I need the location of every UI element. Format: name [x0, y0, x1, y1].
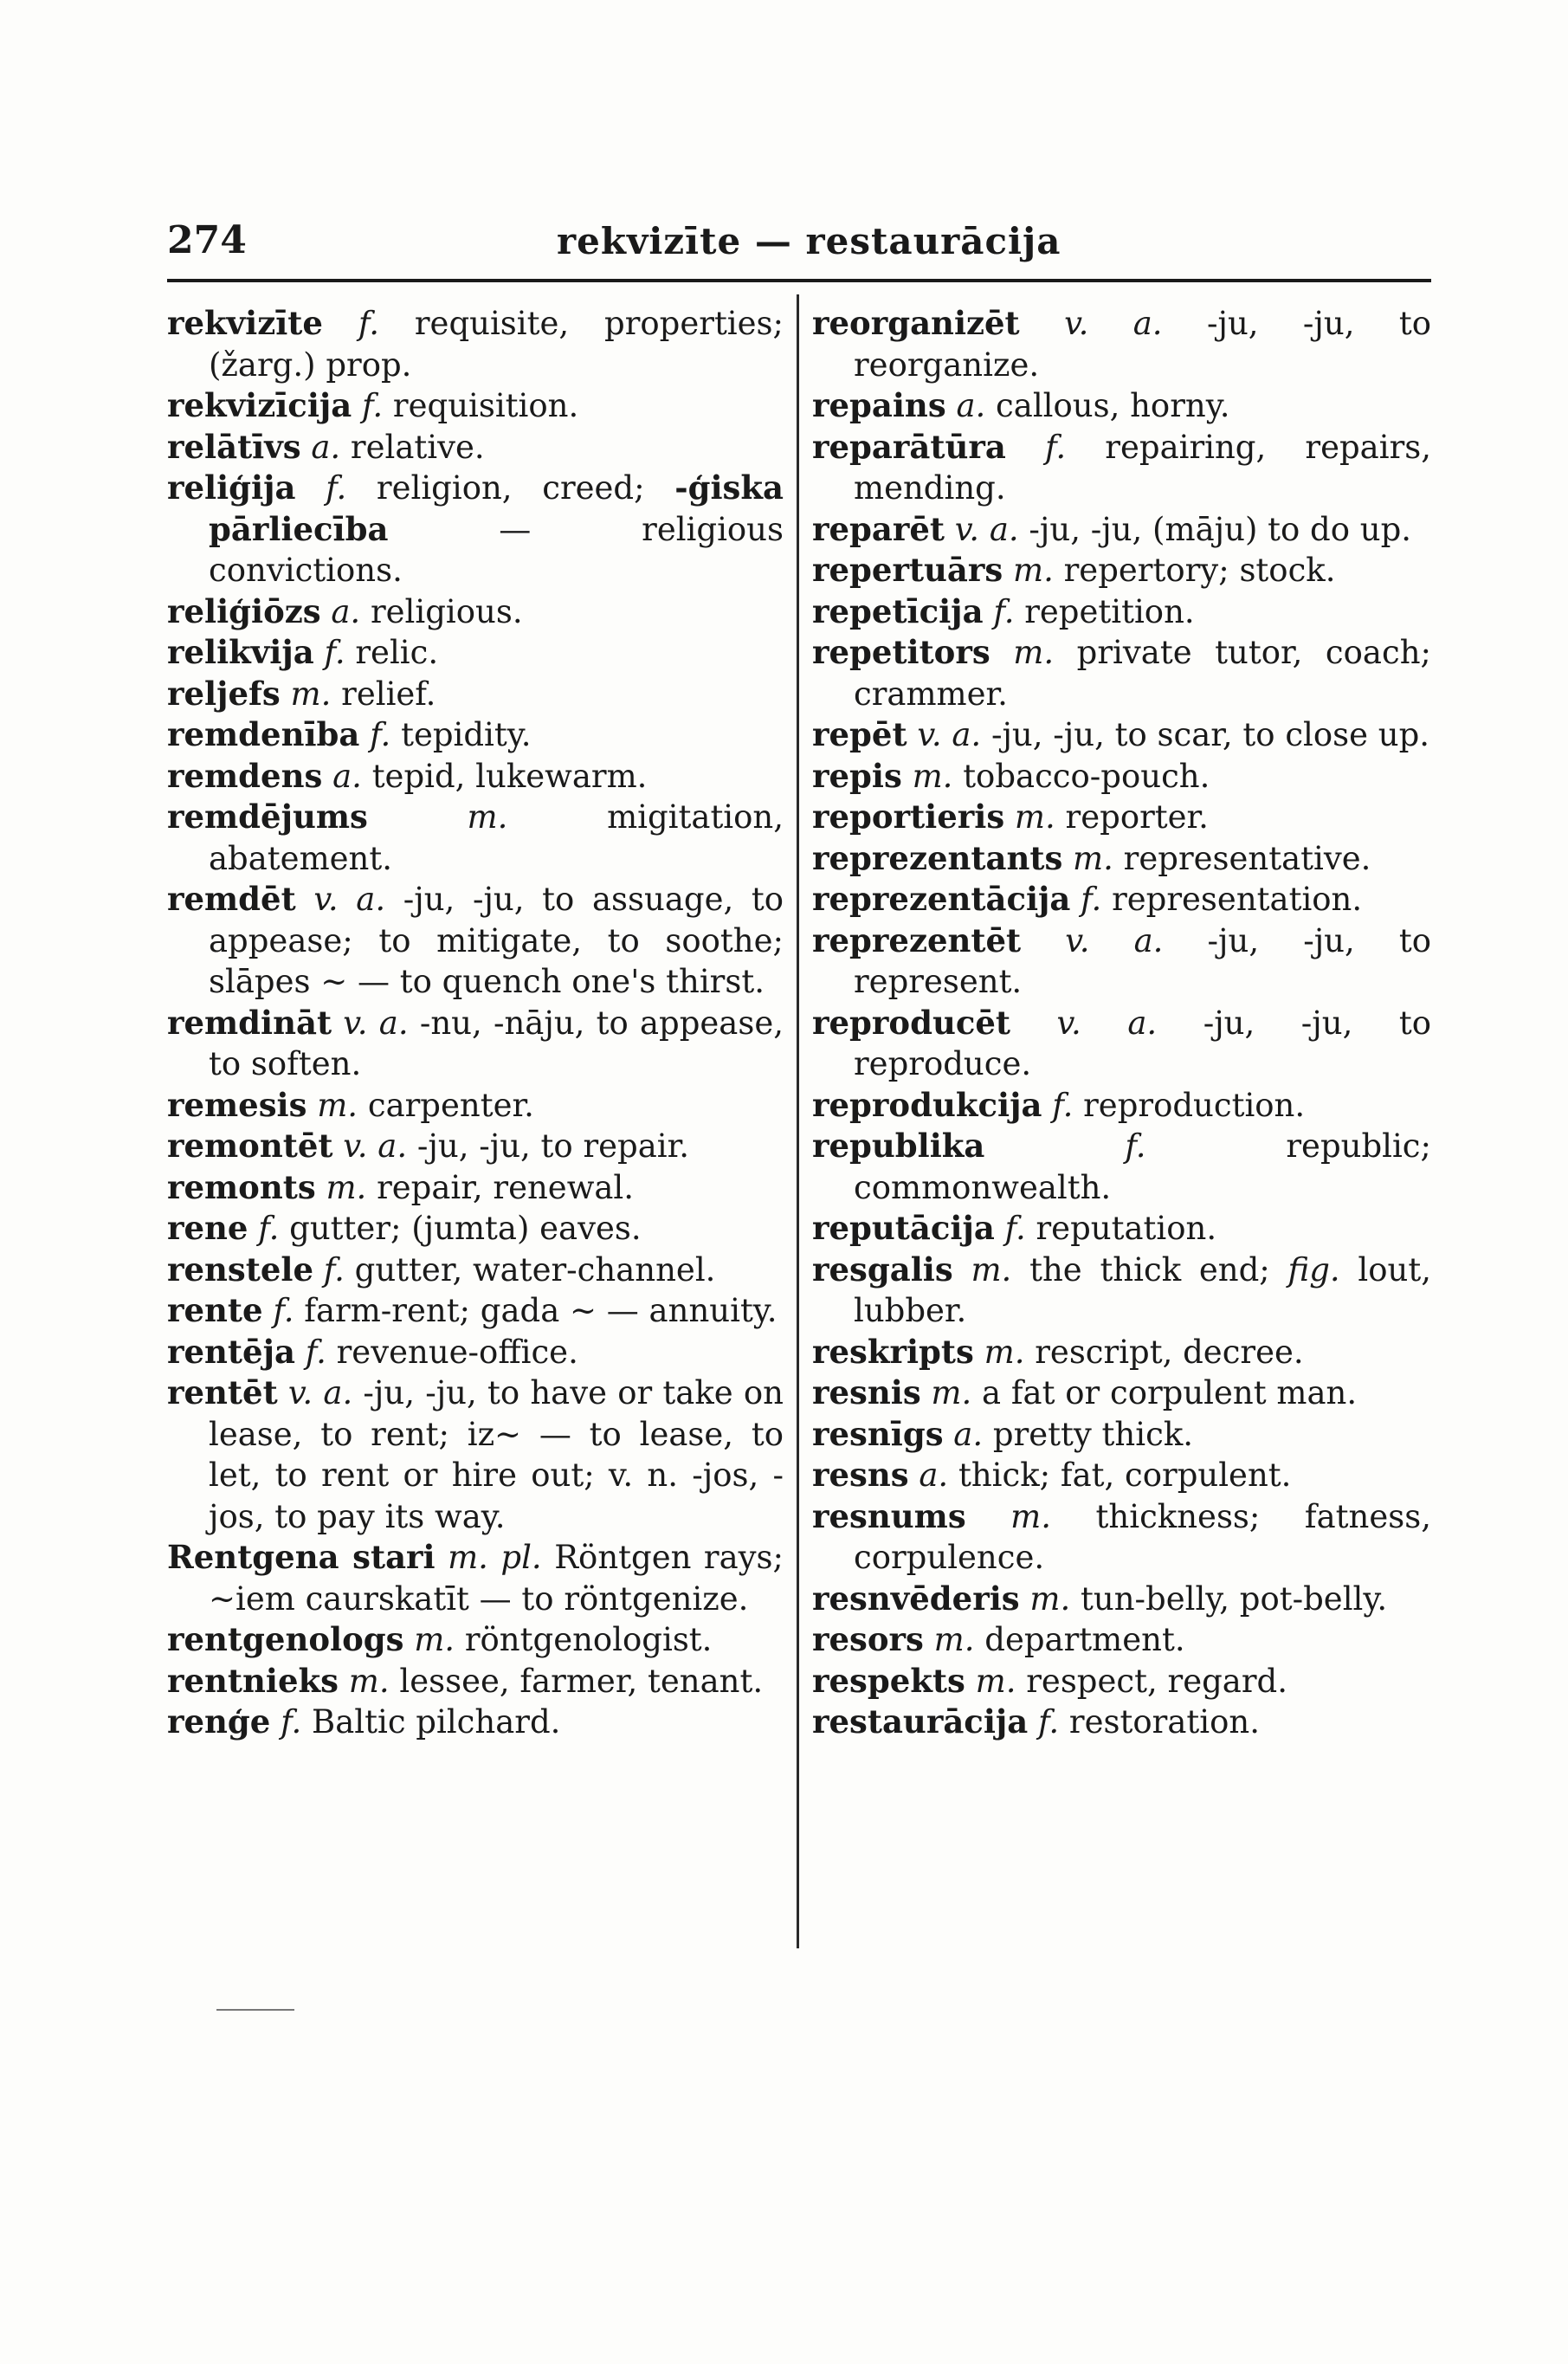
grammar-label: m. — [933, 1621, 975, 1658]
definition: tobacco-pouch. — [963, 757, 1210, 795]
subheadword: -ģiska pārliecība — [209, 468, 784, 548]
headword: reputācija — [812, 1209, 995, 1247]
headword: remonts — [167, 1167, 316, 1206]
definition: private tutor, coach; crammer. — [854, 634, 1432, 713]
headword: reprodukcija — [812, 1085, 1042, 1124]
definition: thickness; fatness, corpulence. — [854, 1497, 1431, 1576]
headword: reprezentācija — [812, 880, 1071, 918]
definition: röntgenologist. — [464, 1621, 713, 1658]
dictionary-entry — [812, 385, 1431, 427]
grammar-label: f. — [993, 592, 1015, 630]
headword: restaurācija — [812, 1702, 1029, 1741]
headword: reliģiōzs — [167, 591, 321, 630]
grammar-label: m. — [1029, 1579, 1071, 1618]
definition: religious. — [370, 592, 523, 630]
dictionary-entry — [812, 756, 1431, 798]
grammar-label: f. — [281, 1703, 302, 1741]
grammar-label: m. — [1013, 634, 1055, 671]
dictionary-entry — [167, 1250, 784, 1291]
definition: reporter. — [1065, 798, 1209, 836]
grammar-label: m. — [1013, 552, 1054, 589]
definition: -ju, -ju, to scar, to close up. — [990, 716, 1430, 753]
headword: remdēt — [167, 880, 296, 918]
definition: repertory; stock. — [1063, 552, 1336, 589]
grammar-label: f. — [324, 634, 345, 671]
headword: repetitors — [812, 633, 990, 671]
grammar-label: f. — [1052, 1086, 1074, 1124]
grammar-label: f. — [1125, 1127, 1146, 1165]
dictionary-entry — [167, 1085, 784, 1127]
dictionary-entry — [167, 1126, 784, 1167]
definition: -ju, -ju, to represent. — [854, 921, 1432, 1000]
headword: rekvizīte — [167, 304, 323, 342]
dictionary-entry — [812, 1085, 1431, 1127]
dictionary-entry — [812, 1496, 1431, 1579]
page-number: 274 — [167, 218, 247, 262]
grammar-label: v. a. — [1056, 1004, 1158, 1042]
definition: farm-rent; gada ~ — annuity. — [304, 1292, 778, 1329]
headword: respekts — [812, 1661, 965, 1700]
dictionary-entry — [167, 1003, 784, 1085]
grammar-label: f. — [1038, 1703, 1060, 1741]
definition: a fat or corpulent man. — [982, 1374, 1358, 1411]
definition: carpenter. — [367, 1086, 534, 1124]
dictionary-entry — [167, 1537, 784, 1619]
dictionary-entry — [167, 1619, 784, 1661]
dictionary-entry — [167, 1661, 784, 1702]
definition: callous, horny. — [996, 387, 1230, 424]
left-column — [167, 303, 784, 1743]
grammar-label: v. a. — [917, 716, 982, 753]
dictionary-entry — [812, 1250, 1431, 1332]
dictionary-entry — [167, 468, 784, 591]
grammar-label: m. — [975, 1662, 1016, 1700]
header-rule — [167, 279, 1431, 282]
dictionary-entry — [167, 714, 784, 756]
grammar-label: m. — [971, 1250, 1012, 1289]
definition: republic; commonwealth. — [854, 1127, 1431, 1206]
dictionary-entry — [812, 797, 1431, 838]
definition: tepidity. — [401, 716, 532, 753]
definition: migitation, abatement. — [209, 798, 784, 877]
dictionary-entry — [812, 879, 1431, 920]
grammar-label: f. — [326, 469, 347, 507]
grammar-label: m. — [931, 1374, 972, 1411]
headword: republika — [812, 1127, 985, 1165]
dictionary-entry — [812, 1208, 1431, 1250]
page-header — [167, 218, 1431, 279]
grammar-label: m. — [290, 675, 332, 713]
headword: remdināt — [167, 1003, 332, 1042]
grammar-label: m. — [984, 1333, 1025, 1371]
definition: reproduction. — [1083, 1086, 1306, 1124]
grammar-label: v. a. — [1064, 305, 1163, 342]
grammar-label: f. — [323, 1250, 345, 1289]
headword: rentēja — [167, 1332, 295, 1371]
dictionary-entry — [812, 1579, 1431, 1620]
grammar-label: m. — [912, 757, 953, 795]
dictionary-entry — [167, 591, 784, 633]
dictionary-entry — [812, 1126, 1431, 1208]
dictionary-entry — [167, 674, 784, 715]
headword: rekvizīcija — [167, 386, 352, 424]
dictionary-entry — [812, 1661, 1431, 1702]
grammar-label: m. — [414, 1621, 455, 1658]
dictionary-entry — [812, 1455, 1431, 1496]
grammar-label: f. — [1004, 1210, 1026, 1247]
dictionary-entry — [812, 838, 1431, 880]
footer-rule — [216, 2009, 294, 2011]
headword: reparātūra — [812, 427, 1006, 466]
definition: reputation. — [1036, 1210, 1217, 1247]
dictionary-entry — [167, 756, 784, 798]
headword: repains — [812, 386, 946, 424]
grammar-label: v. a. — [343, 1127, 408, 1165]
definition: relative. — [350, 428, 485, 466]
dictionary-entry — [812, 1619, 1431, 1661]
definition: repairing, repairs, mending. — [854, 428, 1432, 507]
grammar-label: a. — [311, 428, 341, 466]
dictionary-entry — [167, 1332, 784, 1373]
dictionary-entry — [167, 797, 784, 879]
definition: requisition. — [392, 387, 579, 424]
definition: -ju, -ju, (māju) to do up. — [1029, 510, 1412, 548]
headword: reportieris — [812, 798, 1005, 836]
definition: -ju, -ju, to reproduce. — [854, 1004, 1432, 1082]
definition: thick; fat, corpulent. — [958, 1457, 1292, 1494]
grammar-label: m. — [467, 798, 508, 836]
grammar-label: f. — [370, 716, 391, 753]
dictionary-entry — [812, 1003, 1431, 1085]
right-column — [812, 303, 1431, 1743]
grammar-label: m. — [1014, 798, 1055, 836]
headword: repēt — [812, 715, 907, 753]
grammar-label: m. — [348, 1662, 390, 1700]
headword: rentgenologs — [167, 1620, 404, 1658]
definition: respect, regard. — [1026, 1662, 1287, 1700]
dictionary-entry — [167, 1373, 784, 1537]
headword: rene — [167, 1209, 248, 1247]
definition: -ju, -ju, to repair. — [416, 1127, 689, 1165]
grammar-label: f. — [362, 387, 384, 424]
dictionary-entry — [812, 1414, 1431, 1456]
grammar-label: m. — [1073, 839, 1113, 877]
definition: lessee, farmer, tenant. — [399, 1662, 764, 1700]
grammar-label: f. — [358, 305, 379, 342]
definition: repetition. — [1024, 592, 1195, 630]
grammar-label: a. — [953, 1415, 984, 1453]
grammar-label: f. — [305, 1333, 326, 1371]
grammar-label: v. a. — [313, 881, 386, 918]
headword: renģe — [167, 1702, 271, 1741]
grammar-label: fig. — [1287, 1250, 1340, 1289]
grammar-label: v. a. — [343, 1004, 409, 1042]
headword: relikvija — [167, 633, 314, 671]
headword: reliģija — [167, 468, 296, 507]
headword: reorganizēt — [812, 304, 1020, 342]
headword: remdens — [167, 756, 323, 795]
dictionary-entry — [812, 509, 1431, 551]
dictionary-entry — [812, 920, 1431, 1003]
grammar-label: m. — [1010, 1497, 1052, 1535]
definition: requisite, properties; (žarg.) prop. — [209, 305, 784, 384]
headword: repetīcija — [812, 591, 984, 630]
headword: reskripts — [812, 1332, 974, 1371]
definition: -ju, -ju, to have or take on lease, to rent; iz~ — to lease, to let, to rent or hire out; v. n. -jos, -jos, to pay its way. — [209, 1374, 784, 1535]
headword: reparēt — [812, 509, 945, 548]
dictionary-entry — [812, 427, 1431, 509]
grammar-label: m. pl. — [448, 1539, 542, 1576]
headword: resgalis — [812, 1250, 953, 1289]
headword: reprezentants — [812, 838, 1063, 877]
definition: Röntgen rays; ~iem caurskatīt — to röntgenize. — [209, 1539, 784, 1618]
definition: tun-belly, pot-belly. — [1081, 1579, 1388, 1618]
headword: resnis — [812, 1373, 921, 1411]
headword: resns — [812, 1456, 909, 1494]
headword: renstele — [167, 1250, 313, 1289]
dictionary-entry — [167, 879, 784, 1003]
headword: resnvēderis — [812, 1579, 1020, 1618]
headword: rente — [167, 1291, 263, 1329]
definition: relief. — [341, 675, 436, 713]
headword: Rentgena stari — [167, 1538, 436, 1576]
headword: remesis — [167, 1085, 307, 1124]
dictionary-entry — [812, 1373, 1431, 1414]
definition: repair, renewal. — [377, 1168, 635, 1206]
definition: gutter; (jumta) eaves. — [289, 1210, 642, 1247]
headword: rentnieks — [167, 1661, 339, 1700]
definition: -ju, -ju, to reorganize. — [854, 305, 1432, 384]
dictionary-entry — [812, 591, 1431, 633]
dictionary-entry — [167, 1167, 784, 1209]
headword: rentēt — [167, 1373, 278, 1411]
definition: representation. — [1112, 881, 1363, 918]
grammar-label: v. a. — [954, 510, 1019, 548]
dictionary-entry — [167, 303, 784, 385]
headword: resnums — [812, 1496, 966, 1535]
dictionary-entry — [812, 303, 1431, 385]
headword: relātīvs — [167, 427, 301, 466]
definition: rescript, decree. — [1035, 1333, 1304, 1371]
definition: tepid, lukewarm. — [371, 757, 648, 795]
definition: department. — [984, 1621, 1185, 1658]
dictionary-entry — [167, 427, 784, 468]
headword: repertuārs — [812, 551, 1003, 589]
dictionary-entry — [167, 385, 784, 427]
definition: gutter, water-channel. — [354, 1250, 716, 1289]
dictionary-entry — [812, 1702, 1431, 1743]
headword: reproducēt — [812, 1003, 1011, 1042]
definition: the thick end; — [1029, 1250, 1288, 1289]
definition: pretty thick. — [992, 1415, 1193, 1453]
grammar-label: v. a. — [1065, 921, 1164, 959]
headword: reprezentēt — [812, 920, 1022, 959]
grammar-label: m. — [326, 1168, 367, 1206]
definition: lout, lubber. — [854, 1250, 1431, 1329]
definition: religion, creed; — [376, 469, 675, 507]
running-head: rekvizīte — restaurācija — [557, 220, 1061, 262]
grammar-label: f. — [273, 1292, 294, 1329]
grammar-label: f. — [1044, 428, 1067, 466]
headword: resors — [812, 1620, 924, 1658]
definition: restoration. — [1068, 1703, 1260, 1741]
grammar-label: a. — [956, 387, 986, 424]
definition: -ju, -ju, to assuage, to appease; to mitigate, to soothe; slāpes ~ — to quench one's thirst. — [209, 881, 784, 1000]
headword: reljefs — [167, 674, 281, 713]
dictionary-entry — [812, 714, 1431, 756]
dictionary-entry — [167, 1208, 784, 1250]
grammar-label: m. — [317, 1086, 358, 1124]
dictionary-entry — [812, 1332, 1431, 1373]
dictionary-entry — [167, 1290, 784, 1332]
definition: revenue-office. — [336, 1333, 578, 1371]
grammar-label: a. — [331, 592, 361, 630]
definition: — religious convictions. — [209, 510, 784, 589]
grammar-label: f. — [258, 1210, 280, 1247]
headword: resnīgs — [812, 1414, 944, 1453]
headword: remdenība — [167, 715, 360, 753]
dictionary-entry — [167, 1702, 784, 1743]
grammar-label: a. — [919, 1457, 949, 1494]
column-divider — [797, 294, 799, 1948]
definition: Baltic pilchard. — [312, 1703, 561, 1741]
definition: -nu, -nāju, to appease, to soften. — [209, 1004, 784, 1082]
definition: relic. — [355, 634, 439, 671]
dictionary-entry — [812, 632, 1431, 714]
headword: remontēt — [167, 1127, 333, 1165]
definition: representative. — [1123, 839, 1371, 877]
grammar-label: f. — [1081, 881, 1102, 918]
grammar-label: v. a. — [287, 1374, 353, 1411]
headword: remdējums — [167, 798, 368, 836]
headword: repis — [812, 756, 902, 795]
dictionary-entry — [167, 632, 784, 674]
dictionary-entry — [812, 550, 1431, 591]
grammar-label: a. — [332, 757, 362, 795]
